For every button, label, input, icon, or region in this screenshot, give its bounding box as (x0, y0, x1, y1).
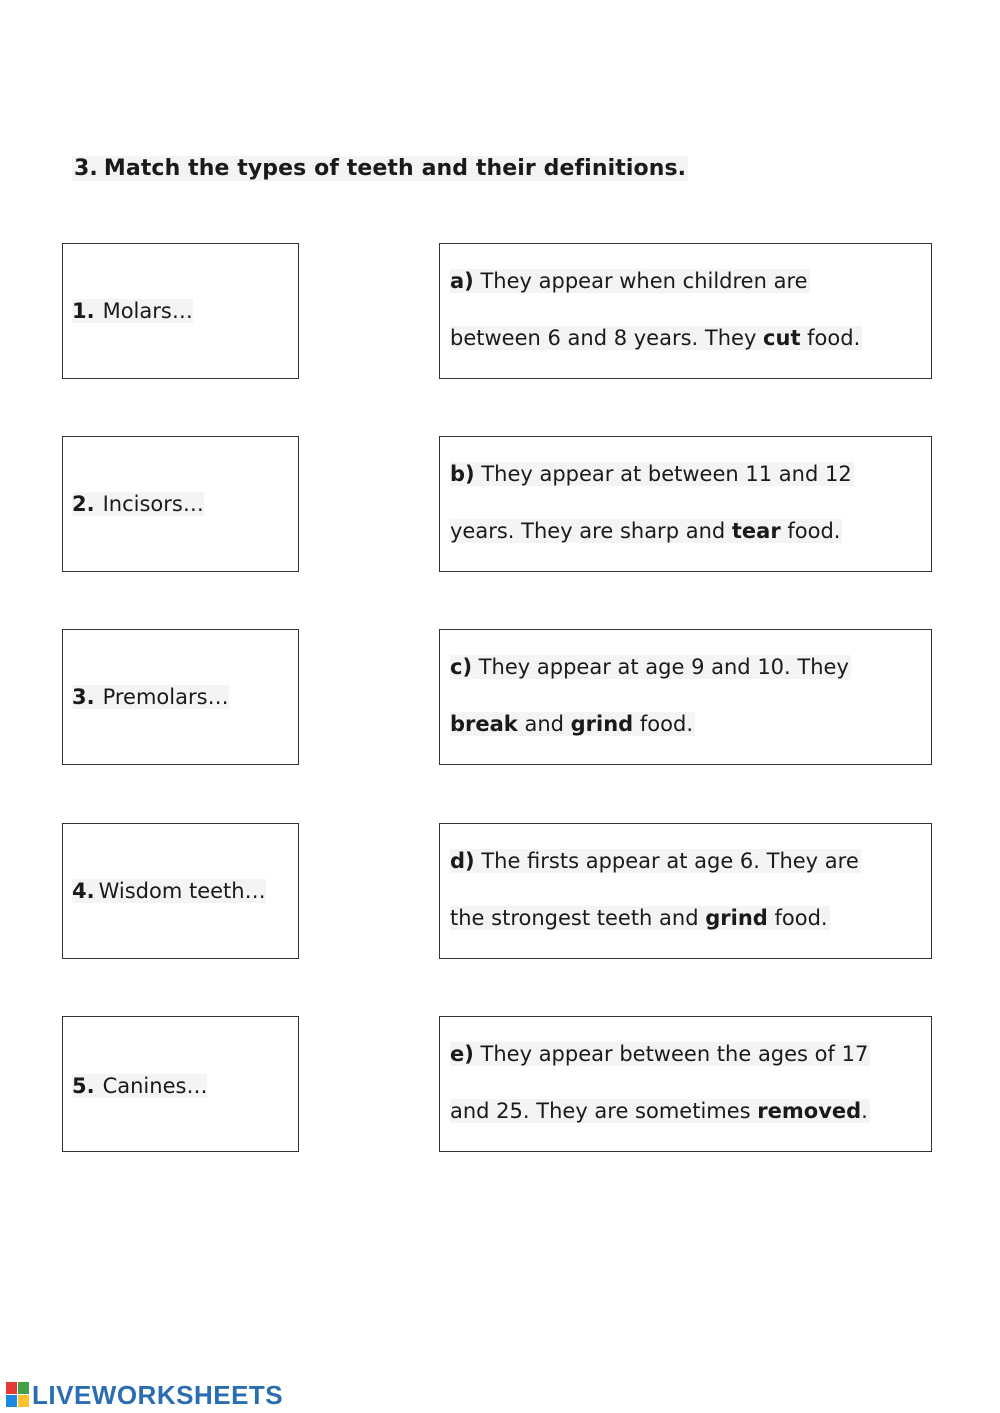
exercise-number: 3. (74, 156, 98, 181)
term-label: Canines… (102, 1074, 208, 1098)
definition-line-1: They appear when children are (480, 269, 808, 293)
definition-line-2: years. They are sharp and (450, 519, 732, 543)
definition-letter: a) (450, 269, 474, 293)
definition-keyword: grind (570, 712, 634, 736)
definition-box-a[interactable] (439, 243, 932, 379)
definition-box-d[interactable] (439, 823, 932, 959)
definition-line-1: They appear at age 9 and 10. They (478, 655, 849, 679)
definition-line-2-end: food. (780, 519, 841, 543)
term-box-1[interactable] (62, 243, 299, 379)
definition-letter: b) (450, 462, 475, 486)
definition-keyword: break (450, 712, 518, 736)
term-number: 4. (72, 879, 95, 903)
term-number: 2. (72, 492, 95, 516)
definition-keyword: removed (757, 1099, 862, 1123)
definition-line-1: They appear at between 11 and 12 (481, 462, 852, 486)
definition-box-c[interactable] (439, 629, 932, 765)
blocks-icon (6, 1382, 30, 1408)
definition-letter: d) (450, 849, 475, 873)
term-box-3[interactable] (62, 629, 299, 765)
liveworksheets-logo[interactable] (6, 1380, 283, 1410)
term-number: 3. (72, 685, 95, 709)
term-label: Premolars… (102, 685, 229, 709)
definition-line-2-end: food. (800, 326, 861, 350)
definition-line-2-end: food. (633, 712, 693, 736)
definition-line-2-end: . (861, 1099, 868, 1123)
term-label: Incisors… (102, 492, 204, 516)
definition-line-2: the strongest teeth and (450, 906, 706, 930)
definition-box-e[interactable] (439, 1016, 932, 1152)
definition-line-2-mid: and (517, 712, 571, 736)
definition-letter: e) (450, 1042, 474, 1066)
term-label: Molars… (102, 299, 193, 323)
term-box-5[interactable] (62, 1016, 299, 1152)
definition-keyword: tear (731, 519, 781, 543)
definition-line-2: between 6 and 8 years. They (450, 326, 764, 350)
definition-line-1: The firsts appear at age 6. They are (481, 849, 859, 873)
exercise-title (72, 156, 688, 181)
term-label: Wisdom teeth… (98, 879, 266, 903)
definition-line-2: and 25. They are sometimes (450, 1099, 758, 1123)
term-box-2[interactable] (62, 436, 299, 572)
definition-line-2-end: food. (767, 906, 828, 930)
exercise-instruction: Match the types of teeth and their definitions. (103, 156, 687, 181)
term-number: 1. (72, 299, 95, 323)
logo-text: LIVEWORKSHEETS (32, 1379, 284, 1410)
definition-letter: c) (450, 655, 473, 679)
definition-keyword: cut (763, 326, 801, 350)
definition-box-b[interactable] (439, 436, 932, 572)
term-number: 5. (72, 1074, 95, 1098)
definition-keyword: grind (705, 906, 768, 930)
term-box-4[interactable] (62, 823, 299, 959)
definition-line-1: They appear between the ages of 17 (480, 1042, 869, 1066)
